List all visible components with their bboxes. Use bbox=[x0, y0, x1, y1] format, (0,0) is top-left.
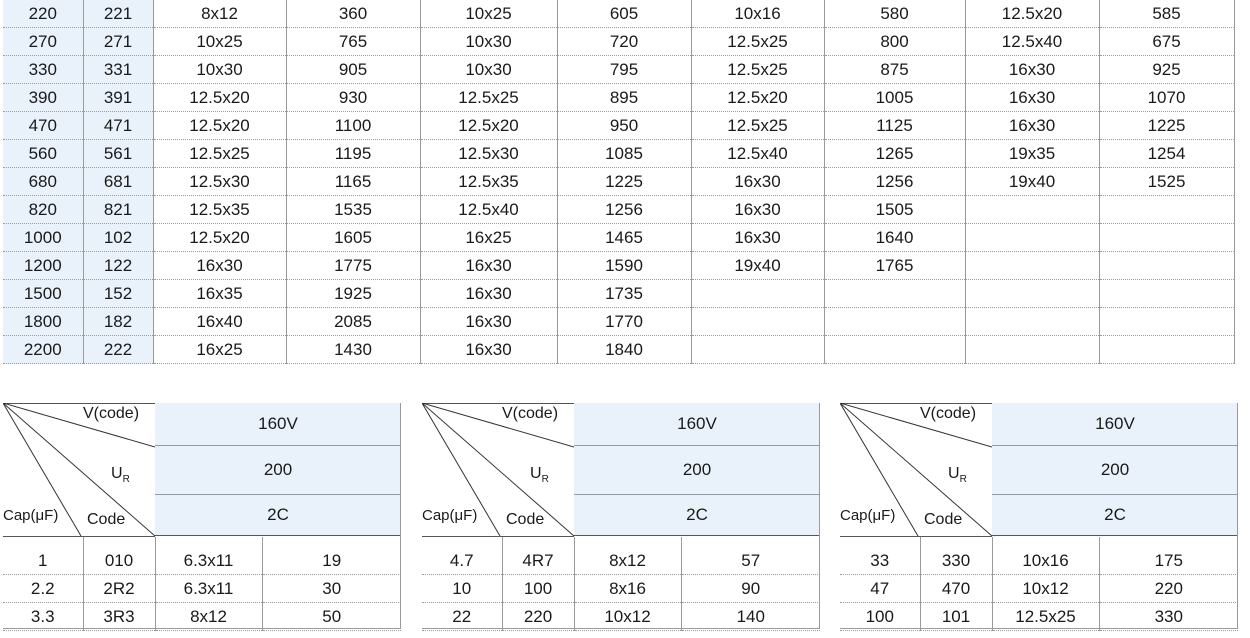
table-cell: 140 bbox=[681, 603, 820, 631]
table-cell: 875 bbox=[824, 56, 965, 84]
table-body bbox=[3, 537, 401, 631]
table-cell: 22 bbox=[422, 603, 502, 631]
table-cell: 12.5x40 bbox=[691, 140, 824, 168]
vcode-label: V(code) bbox=[920, 405, 977, 422]
table-cell: 4R7 bbox=[502, 537, 574, 575]
table-cell: 16x30 bbox=[965, 112, 1099, 140]
table-cell: 16x30 bbox=[965, 56, 1099, 84]
table-cell: 16x30 bbox=[691, 168, 824, 196]
table-cell: 1195 bbox=[286, 140, 420, 168]
table-cell: 4.7 bbox=[422, 537, 502, 575]
table-cell: 1770 bbox=[557, 308, 691, 336]
table-cell: 800 bbox=[824, 28, 965, 56]
table-cell: 1125 bbox=[824, 112, 965, 140]
table-cell: 585 bbox=[1099, 0, 1234, 28]
table-cell: 12.5x20 bbox=[153, 84, 286, 112]
table-row bbox=[840, 603, 1238, 631]
spec-table-160v-3 bbox=[840, 403, 1238, 629]
ur-label: $U_R$ bbox=[530, 465, 549, 486]
table-cell: 1430 bbox=[286, 336, 420, 364]
table-cell: 1254 bbox=[1099, 140, 1234, 168]
table-cell bbox=[824, 336, 965, 364]
table-cell: 19x40 bbox=[965, 168, 1099, 196]
table-cell bbox=[965, 196, 1099, 224]
table-cell: 12.5x20 bbox=[691, 84, 824, 112]
table-cell: 3R3 bbox=[83, 603, 155, 631]
table-cell: 221 bbox=[83, 0, 153, 28]
table-row bbox=[3, 224, 1234, 252]
table-cell: 12.5x35 bbox=[420, 168, 557, 196]
code-value-header: 2C bbox=[155, 495, 401, 536]
table-cell: 16x30 bbox=[420, 308, 557, 336]
table-cell bbox=[965, 280, 1099, 308]
table-cell: 12.5x25 bbox=[992, 603, 1099, 631]
table-row bbox=[422, 603, 820, 631]
table-cell: 330 bbox=[920, 537, 992, 575]
table-cell: 16x40 bbox=[153, 308, 286, 336]
table-cell: 10x16 bbox=[992, 537, 1099, 575]
ur-label: $U_R$ bbox=[111, 465, 130, 486]
table-cell bbox=[965, 308, 1099, 336]
table-row bbox=[3, 196, 1234, 224]
table-cell: 16x30 bbox=[420, 336, 557, 364]
code-label: Code bbox=[87, 511, 126, 528]
table-cell: 12.5x25 bbox=[691, 56, 824, 84]
table-cell: 765 bbox=[286, 28, 420, 56]
table-cell: 1070 bbox=[1099, 84, 1234, 112]
table-cell: 16x35 bbox=[153, 280, 286, 308]
table-cell: 680 bbox=[3, 168, 83, 196]
table-cell: 2085 bbox=[286, 308, 420, 336]
table-row bbox=[3, 603, 401, 631]
table-row bbox=[840, 537, 1238, 575]
table-row bbox=[3, 308, 1234, 336]
table-cell: 1256 bbox=[557, 196, 691, 224]
table-cell: 8x12 bbox=[153, 0, 286, 28]
table-cell bbox=[824, 280, 965, 308]
table-cell: 1225 bbox=[1099, 112, 1234, 140]
table-cell: 8x12 bbox=[155, 603, 262, 631]
table-row bbox=[3, 28, 1234, 56]
code-label: Code bbox=[924, 511, 963, 528]
code-value-header: 2C bbox=[992, 495, 1238, 536]
table-cell: 795 bbox=[557, 56, 691, 84]
ur-label: $U_R$ bbox=[948, 465, 967, 486]
table-cell: 12.5x40 bbox=[420, 196, 557, 224]
table-cell: 1765 bbox=[824, 252, 965, 280]
table-cell: 101 bbox=[920, 603, 992, 631]
table-cell: 12.5x25 bbox=[691, 112, 824, 140]
table-cell: 102 bbox=[83, 224, 153, 252]
table-cell: 16x30 bbox=[965, 84, 1099, 112]
table-cell: 222 bbox=[83, 336, 153, 364]
table-cell: 1200 bbox=[3, 252, 83, 280]
table-cell: 471 bbox=[83, 112, 153, 140]
vcode-label: V(code) bbox=[502, 405, 559, 422]
table-cell bbox=[824, 308, 965, 336]
table-cell: 391 bbox=[83, 84, 153, 112]
table-cell: 10x12 bbox=[574, 603, 681, 631]
code-value-header: 2C bbox=[574, 495, 820, 536]
table-cell: 331 bbox=[83, 56, 153, 84]
table-cell: 270 bbox=[3, 28, 83, 56]
table-row bbox=[3, 0, 1234, 28]
voltage-header: 160V bbox=[155, 403, 401, 446]
table-cell: 2.2 bbox=[3, 575, 83, 603]
table-cell: 925 bbox=[1099, 56, 1234, 84]
table-cell: 12.5x25 bbox=[691, 28, 824, 56]
table-cell bbox=[1099, 336, 1234, 364]
table-row bbox=[3, 537, 401, 575]
table-cell: 271 bbox=[83, 28, 153, 56]
table-row bbox=[3, 575, 401, 603]
table-cell: 10x30 bbox=[153, 56, 286, 84]
table-cell bbox=[691, 280, 824, 308]
table-cell: 12.5x20 bbox=[153, 112, 286, 140]
table-cell: 1925 bbox=[286, 280, 420, 308]
table-cell: 605 bbox=[557, 0, 691, 28]
table-cell: 905 bbox=[286, 56, 420, 84]
table-header bbox=[3, 403, 401, 536]
table-cell: 16x30 bbox=[691, 196, 824, 224]
table-cell: 330 bbox=[3, 56, 83, 84]
table-cell: 1165 bbox=[286, 168, 420, 196]
table-cell: 10x12 bbox=[992, 575, 1099, 603]
table-cell: 16x30 bbox=[691, 224, 824, 252]
table-cell: 12.5x25 bbox=[153, 140, 286, 168]
table-cell: 1535 bbox=[286, 196, 420, 224]
table-cell: 30 bbox=[262, 575, 401, 603]
voltage-header: 160V bbox=[574, 403, 820, 446]
table-cell: 010 bbox=[83, 537, 155, 575]
table-cell: 470 bbox=[3, 112, 83, 140]
table-cell: 12.5x30 bbox=[153, 168, 286, 196]
table-header bbox=[422, 403, 820, 536]
table-body bbox=[422, 537, 820, 631]
table-row bbox=[422, 575, 820, 603]
table-cell: 2R2 bbox=[83, 575, 155, 603]
table-cell: 12.5x25 bbox=[420, 84, 557, 112]
capacitor-spec-table bbox=[3, 0, 1235, 364]
table-cell: 561 bbox=[83, 140, 153, 168]
table-cell: 1505 bbox=[824, 196, 965, 224]
table-cell: 19 bbox=[262, 537, 401, 575]
table-cell: 1256 bbox=[824, 168, 965, 196]
table-cell: 10x25 bbox=[420, 0, 557, 28]
table-cell bbox=[965, 336, 1099, 364]
spec-table-160v-1 bbox=[3, 403, 401, 629]
table-cell: 1265 bbox=[824, 140, 965, 168]
table-row bbox=[3, 252, 1234, 280]
table-cell bbox=[965, 252, 1099, 280]
table-cell bbox=[1099, 252, 1234, 280]
cap-label: Cap(μF) bbox=[422, 507, 478, 524]
ur-value-header: 200 bbox=[992, 446, 1238, 495]
table-cell: 330 bbox=[1099, 603, 1238, 631]
table-row bbox=[3, 112, 1234, 140]
table-cell: 12.5x20 bbox=[420, 112, 557, 140]
table-row bbox=[422, 537, 820, 575]
table-cell: 1590 bbox=[557, 252, 691, 280]
table-cell: 220 bbox=[3, 0, 83, 28]
table-cell: 90 bbox=[681, 575, 820, 603]
table-cell: 16x30 bbox=[420, 252, 557, 280]
table-cell: 1100 bbox=[286, 112, 420, 140]
table-cell: 33 bbox=[840, 537, 920, 575]
table-cell: 3.3 bbox=[3, 603, 83, 631]
table-cell: 12.5x30 bbox=[420, 140, 557, 168]
table-cell: 16x25 bbox=[420, 224, 557, 252]
table-cell: 175 bbox=[1099, 537, 1238, 575]
table-cell: 681 bbox=[83, 168, 153, 196]
table-cell: 1735 bbox=[557, 280, 691, 308]
table-cell bbox=[1099, 196, 1234, 224]
table-cell: 16x30 bbox=[420, 280, 557, 308]
table-cell: 6.3x11 bbox=[155, 537, 262, 575]
table-row bbox=[3, 168, 1234, 196]
table-cell bbox=[1099, 280, 1234, 308]
table-cell: 1800 bbox=[3, 308, 83, 336]
table-cell: 1500 bbox=[3, 280, 83, 308]
table-cell: 1465 bbox=[557, 224, 691, 252]
table-cell: 47 bbox=[840, 575, 920, 603]
table-cell: 220 bbox=[502, 603, 574, 631]
table-cell bbox=[965, 224, 1099, 252]
table-cell: 6.3x11 bbox=[155, 575, 262, 603]
table-cell: 12.5x20 bbox=[153, 224, 286, 252]
table-cell: 1525 bbox=[1099, 168, 1234, 196]
ur-value-header: 200 bbox=[155, 446, 401, 495]
table-cell: 1000 bbox=[3, 224, 83, 252]
table-body bbox=[840, 537, 1238, 631]
table-cell: 10 bbox=[422, 575, 502, 603]
ur-value-header: 200 bbox=[574, 446, 820, 495]
table-cell: 10x30 bbox=[420, 28, 557, 56]
table-row bbox=[3, 336, 1234, 364]
table-cell: 360 bbox=[286, 0, 420, 28]
table-cell: 1 bbox=[3, 537, 83, 575]
table-cell: 10x25 bbox=[153, 28, 286, 56]
table-cell bbox=[691, 308, 824, 336]
table-cell: 820 bbox=[3, 196, 83, 224]
table-cell: 16x30 bbox=[153, 252, 286, 280]
table-cell: 182 bbox=[83, 308, 153, 336]
table-cell: 470 bbox=[920, 575, 992, 603]
table-cell: 720 bbox=[557, 28, 691, 56]
cap-label: Cap(μF) bbox=[3, 507, 59, 524]
table-cell: 560 bbox=[3, 140, 83, 168]
table-cell: 2200 bbox=[3, 336, 83, 364]
table-cell bbox=[691, 336, 824, 364]
table-cell bbox=[1099, 308, 1234, 336]
table-cell: 1085 bbox=[557, 140, 691, 168]
table-cell: 10x30 bbox=[420, 56, 557, 84]
table-row bbox=[3, 84, 1234, 112]
spec-table-160v-2 bbox=[422, 403, 820, 629]
table-cell: 16x25 bbox=[153, 336, 286, 364]
table-cell: 821 bbox=[83, 196, 153, 224]
code-label: Code bbox=[506, 511, 545, 528]
table-row bbox=[3, 56, 1234, 84]
table-cell: 1775 bbox=[286, 252, 420, 280]
table-cell: 12.5x40 bbox=[965, 28, 1099, 56]
table-cell: 580 bbox=[824, 0, 965, 28]
table-cell: 152 bbox=[83, 280, 153, 308]
table-cell: 675 bbox=[1099, 28, 1234, 56]
table-cell: 122 bbox=[83, 252, 153, 280]
table-cell: 100 bbox=[840, 603, 920, 631]
table-cell: 1005 bbox=[824, 84, 965, 112]
table-cell: 1605 bbox=[286, 224, 420, 252]
vcode-label: V(code) bbox=[83, 405, 140, 422]
table-cell: 220 bbox=[1099, 575, 1238, 603]
table-row bbox=[3, 280, 1234, 308]
table-cell: 895 bbox=[557, 84, 691, 112]
table-cell: 12.5x20 bbox=[965, 0, 1099, 28]
table-cell: 1640 bbox=[824, 224, 965, 252]
table-cell: 1225 bbox=[557, 168, 691, 196]
table-cell: 930 bbox=[286, 84, 420, 112]
table-cell: 10x16 bbox=[691, 0, 824, 28]
table-header bbox=[840, 403, 1238, 536]
table-cell: 57 bbox=[681, 537, 820, 575]
table-cell: 390 bbox=[3, 84, 83, 112]
table-cell: 8x16 bbox=[574, 575, 681, 603]
table-cell: 19x40 bbox=[691, 252, 824, 280]
table-cell: 19x35 bbox=[965, 140, 1099, 168]
table-row bbox=[3, 140, 1234, 168]
voltage-header: 160V bbox=[992, 403, 1238, 446]
table-cell: 1840 bbox=[557, 336, 691, 364]
table-cell bbox=[1099, 224, 1234, 252]
table-cell: 12.5x35 bbox=[153, 196, 286, 224]
table-cell: 100 bbox=[502, 575, 574, 603]
table-cell: 8x12 bbox=[574, 537, 681, 575]
table-row bbox=[840, 575, 1238, 603]
table-cell: 950 bbox=[557, 112, 691, 140]
table-cell: 50 bbox=[262, 603, 401, 631]
cap-label: Cap(μF) bbox=[840, 507, 896, 524]
